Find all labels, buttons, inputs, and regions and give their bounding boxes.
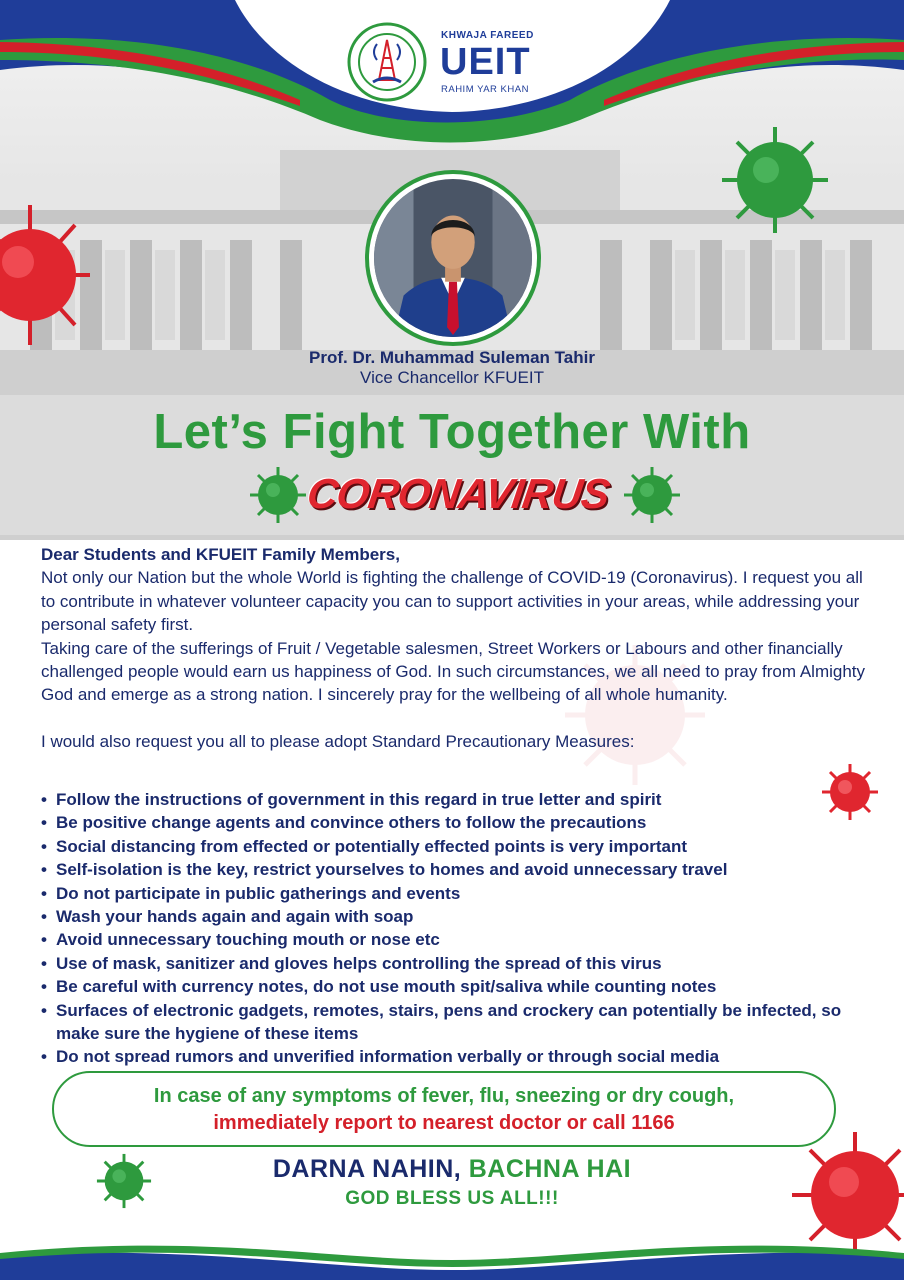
bullet-dot: • bbox=[41, 860, 47, 880]
slogan bbox=[0, 1155, 904, 1184]
list-item-text: Social distancing from effected or potentially effected points is very important bbox=[56, 836, 688, 856]
letter-greeting: Dear Students and KFUEIT Family Members, bbox=[41, 545, 400, 564]
portrait-photo bbox=[374, 179, 532, 337]
university-seal-icon bbox=[347, 22, 427, 102]
list-item bbox=[41, 858, 861, 881]
emergency-notice-box bbox=[52, 1071, 836, 1147]
green-virus-small-right-icon bbox=[622, 465, 682, 525]
vice-chancellor-name: Prof. Dr. Muhammad Suleman Tahir bbox=[309, 348, 595, 367]
bullet-dot: • bbox=[41, 1000, 47, 1020]
bullet-dot: • bbox=[41, 883, 47, 903]
list-item bbox=[41, 928, 861, 951]
bullet-dot: • bbox=[41, 790, 47, 809]
precautions-list bbox=[41, 788, 861, 1069]
green-virus-small-left-icon bbox=[248, 465, 308, 525]
bottom-decorative-swoosh bbox=[0, 1215, 904, 1280]
letter-body bbox=[41, 543, 871, 753]
list-item-text: Wash your hands again and again with soap bbox=[56, 907, 414, 927]
vice-chancellor-portrait bbox=[365, 170, 541, 346]
bullet-dot: • bbox=[41, 813, 47, 833]
notice-call-text: immediately report to nearest doctor or call 1166 bbox=[213, 1112, 675, 1134]
list-item-text: Use of mask, sanitizer and gloves helps controlling the spread of this virus bbox=[56, 953, 662, 973]
headline-title: Let’s Fight Together With bbox=[153, 405, 751, 459]
list-item-text: Follow the instructions of government in this regard in true letter and spirit bbox=[56, 790, 662, 809]
headline-coronavirus: CORONAVIRUS bbox=[304, 470, 612, 517]
letter-paragraph: Not only our Nation but the whole World is fighting the challenge of COVID-19 (Coronavirus). I request you all to contribute in whatever volunteer capacity you can to support activities in your areas, while addressing your personal safety first. bbox=[41, 568, 863, 635]
list-item bbox=[41, 905, 861, 928]
vice-chancellor-title: Vice Chancellor KFUEIT bbox=[360, 368, 544, 387]
university-logo bbox=[347, 22, 547, 102]
logo-bottom-text: RAHIM YAR KHAN bbox=[441, 84, 529, 95]
paragraph-spacer bbox=[41, 707, 871, 730]
bullet-dot: • bbox=[41, 836, 47, 856]
notice-symptoms-text: In case of any symptoms of fever, flu, sneezing or dry cough, bbox=[153, 1085, 735, 1107]
bullet-dot: • bbox=[41, 977, 47, 997]
list-item bbox=[41, 1045, 861, 1068]
list-item-text: Be careful with currency notes, do not use mouth spit/saliva while counting notes bbox=[56, 977, 717, 997]
logo-top-text: KHWAJA FAREED bbox=[441, 30, 534, 41]
measures-intro: I would also request you all to please adopt Standard Precautionary Measures: bbox=[41, 731, 635, 751]
green-virus-icon bbox=[720, 125, 830, 235]
list-item bbox=[41, 811, 861, 834]
list-item bbox=[41, 882, 861, 905]
list-item bbox=[41, 952, 861, 975]
list-item-text: Be positive change agents and convince others to follow the precautions bbox=[56, 813, 647, 833]
list-item bbox=[41, 835, 861, 858]
list-item-text: Self-isolation is the key, restrict yourselves to homes and avoid unnecessary travel bbox=[56, 860, 728, 880]
logo-main-text: UEIT bbox=[440, 41, 531, 83]
letter-paragraph: Taking care of the sufferings of Fruit / Vegetable salesmen, Street Workers or Labours and other financially challenged people would earn us happiness of God. In such circumstances, we all need to pray from Almighty God and emerge as a strong nation. I sincerely pray for the wellbeing of all whole humanity. bbox=[41, 638, 866, 705]
list-item bbox=[41, 999, 861, 1046]
slogan-part-2: BACHNA HAI bbox=[468, 1155, 632, 1183]
list-item bbox=[41, 975, 861, 998]
blessing-text: GOD BLESS US ALL!!! bbox=[345, 1188, 559, 1209]
list-item bbox=[41, 788, 861, 811]
list-item-text: Avoid unnecessary touching mouth or nose etc bbox=[56, 930, 440, 950]
bullet-dot: • bbox=[41, 953, 47, 973]
list-item-text: Do not participate in public gatherings and events bbox=[56, 883, 461, 903]
bullet-dot: • bbox=[41, 907, 47, 927]
slogan-part-1: DARNA NAHIN, bbox=[272, 1155, 462, 1183]
red-virus-icon bbox=[0, 200, 90, 350]
bullet-dot: • bbox=[41, 930, 47, 950]
bullet-dot: • bbox=[41, 1047, 47, 1067]
list-item-text: Do not spread rumors and unverified information verbally or through social media bbox=[56, 1047, 720, 1067]
list-item-text: Surfaces of electronic gadgets, remotes, stairs, pens and crockery can potentially be infected, so make sure the hygiene of these items bbox=[56, 1000, 842, 1044]
